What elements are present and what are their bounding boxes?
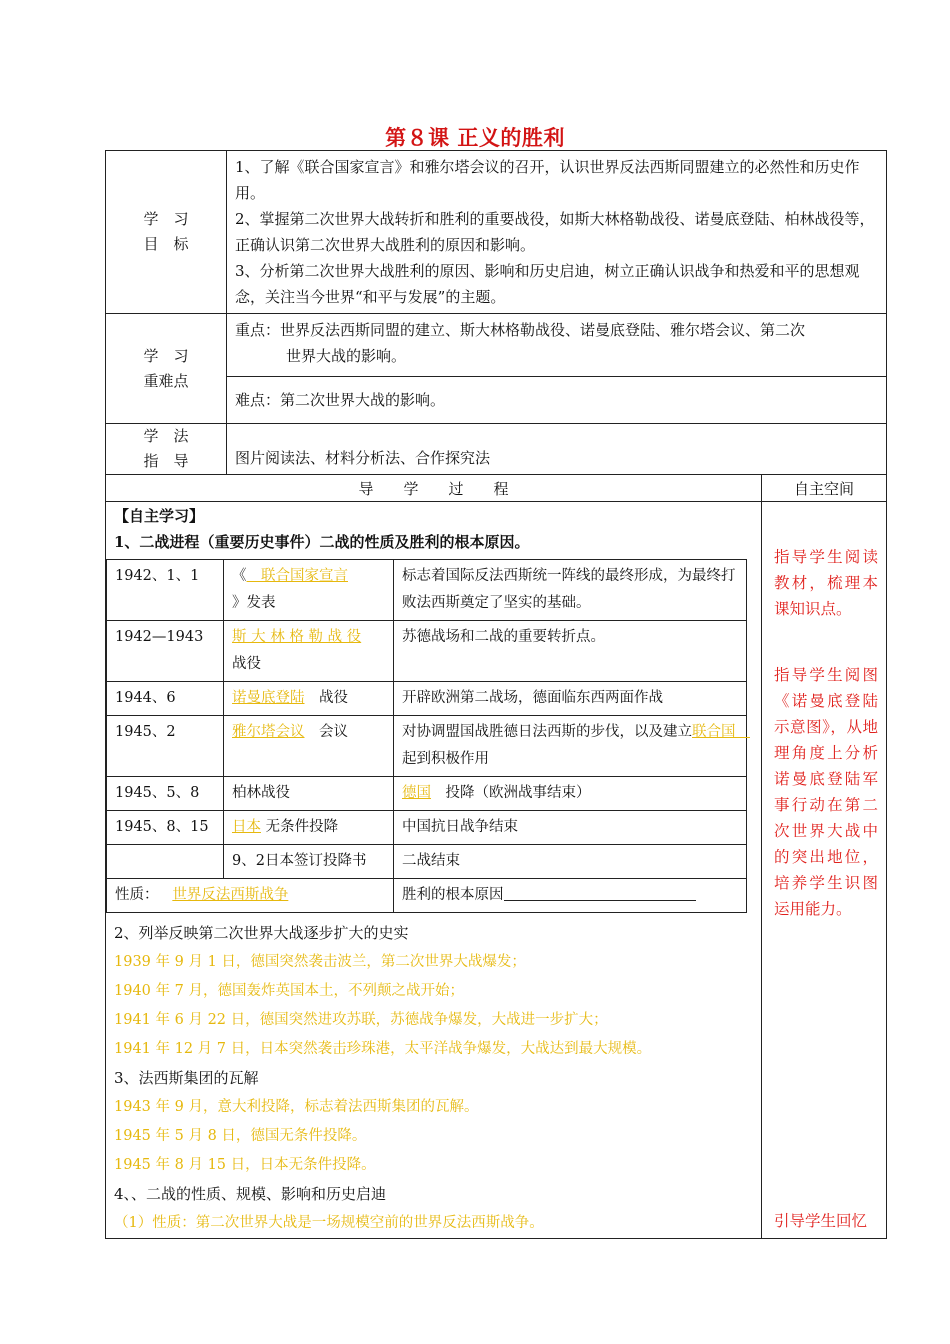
page-title: 第８课 正义的胜利 [385,126,565,150]
table-row [107,811,747,845]
event-desc: 开辟欧洲第二战场，德面临东西两面作战 [394,682,747,716]
answer-line: 1941 年 12 月 7 日，日本突然袭击珍珠港，太平洋战争爆发，大战达到最大规模。 [114,1041,652,1057]
difficulty-cell [227,377,887,424]
focus-cell [227,314,887,377]
events-table [106,559,750,913]
event-date: 1945、5、8 [107,777,224,811]
objective-item: 1、了解《联合国家宣言》和雅尔塔会议的召开，认识世界反法西斯同盟建立的必然性和历史作用。 [235,158,860,202]
event-date [107,845,224,879]
event-name: 《 联合国家宣言 》发表 [224,560,394,621]
event-date: 1942、1、1 [107,560,224,621]
table-row [107,777,747,811]
objectives-row [106,151,887,314]
event-name: 雅尔塔会议 会议 [224,716,394,777]
teacher-note: 引导学生回忆 [774,1212,868,1230]
cause-cell: 胜利的根本原因 [394,879,747,913]
answer-text: 德国 [402,785,431,801]
event-name: 诺曼底登陆 战役 [224,682,394,716]
event-desc: 对协调盟国战胜德日法西斯的步伐，以及建立联合国 起到积极作用 [394,716,747,777]
teacher-note: 指导学生阅图《诺曼底登陆示意图》，从地理角度上分析诺曼底登陆军事行动在第二次世界大战中的突出地位，培养学生识图运用能力。 [774,666,878,918]
answer-text: 日本 [232,819,261,835]
self-space-notes [762,502,887,1239]
question-1: 1、二战进程（重要历史事件）二战的性质及胜利的根本原因。 [114,533,530,551]
answer-text: 世界反法西斯战争 [172,887,289,903]
teacher-note: 指导学生阅读教材，梳理本课知识点。 [774,548,878,618]
focus-text-cont: 世界大战的影响。 [286,347,407,365]
method-cell [227,424,887,475]
objectives-label: 学 习 目 标 [106,151,227,314]
answer-line: （1）性质：第二次世界大战是一场规模空前的世界反法西斯战争。 [114,1215,544,1231]
table-row [107,845,747,879]
table-row [107,682,747,716]
answer-line: 1945 年 8 月 15 日，日本无条件投降。 [114,1157,376,1173]
self-space-header: 自主空间 [762,475,887,502]
answer-text: 雅尔塔会议 [232,724,305,740]
process-body-row [106,502,887,1239]
event-desc: 二战结束 [394,845,747,879]
process-header: 导 学 过 程 [106,475,762,502]
event-name: 9、2日本签订投降书 [224,845,394,879]
event-date: 1945、8、15 [107,811,224,845]
event-desc: 标志着国际反法西斯统一阵线的最终形成，为最终打败法西斯奠定了坚实的基础。 [394,560,747,621]
answer-line: 1940 年 7 月，德国轰炸英国本土，不列颠之战开始； [114,983,464,999]
focus-text: 重点：世界反法西斯同盟的建立、斯大林格勒战役、诺曼底登陆、雅尔塔会议、第二次 [235,321,806,339]
lesson-plan-table [105,150,887,1239]
method-row [106,424,887,475]
key-points-label: 学 习 重难点 [106,314,227,424]
answer-line: 1943 年 9 月，意大利投降，标志着法西斯集团的瓦解。 [114,1099,479,1115]
event-date: 1942—1943 [107,621,224,682]
event-name: 日本 无条件投降 [224,811,394,845]
self-study-heading: 【自主学习】 [114,507,205,525]
table-row [107,560,747,621]
answer-line: 1941 年 6 月 22 日，德国突然进攻苏联，苏德战争爆发，大战进一步扩大； [114,1012,608,1028]
process-content [106,502,762,1239]
answer-line: 1945 年 5 月 8 日，德国无条件投降。 [114,1128,367,1144]
method-label: 学 法 指 导 [106,424,227,475]
objective-item: 2、掌握第二次世界大战转折和胜利的重要战役，如斯大林格勒战役、诺曼底登陆、柏林战役等，正确认识第二次世界大战胜利的原因和影响。 [235,210,875,254]
nature-cell: 性质： 世界反法西斯战争 [107,879,394,913]
answer-text: 联合国 [692,724,750,740]
event-date: 1944、6 [107,682,224,716]
event-desc: 苏德战场和二战的重要转折点。 [394,621,747,682]
question-2: 2、列举反映第二次世界大战逐步扩大的史实 [114,924,409,942]
event-desc: 德国 投降（欧洲战事结束） [394,777,747,811]
fill-blank-line[interactable] [504,884,696,901]
answer-text: 斯 大 林 格 勒 战 役 [232,629,362,645]
method-text: 图片阅读法、材料分析法、合作探究法 [235,449,491,467]
table-row [107,716,747,777]
difficulty-text: 难点：第二次世界大战的影响。 [235,391,446,409]
question-4: 4、、二战的性质、规模、影响和历史启迪 [114,1185,387,1203]
answer-line: 1939 年 9 月 1 日，德国突然袭击波兰，第二次世界大战爆发； [114,954,526,970]
answer-text: 联合国家宣言 [246,568,348,584]
event-name: 柏林战役 [224,777,394,811]
objective-item: 3、分析第二次世界大战胜利的原因、影响和历史启迪，树立正确认识战争和热爱和平的思想观念，关注当今世界“和平与发展”的主题。 [235,262,860,306]
event-name: 斯 大 林 格 勒 战 役 战役 [224,621,394,682]
answer-text: 诺曼底登陆 [232,690,305,706]
key-points-row [106,314,887,377]
event-desc: 中国抗日战争结束 [394,811,747,845]
process-header-row [106,475,887,502]
question-3: 3、法西斯集团的瓦解 [114,1069,259,1087]
objectives-content [227,151,887,314]
table-row [107,879,747,913]
event-date: 1945、2 [107,716,224,777]
table-row [107,621,747,682]
